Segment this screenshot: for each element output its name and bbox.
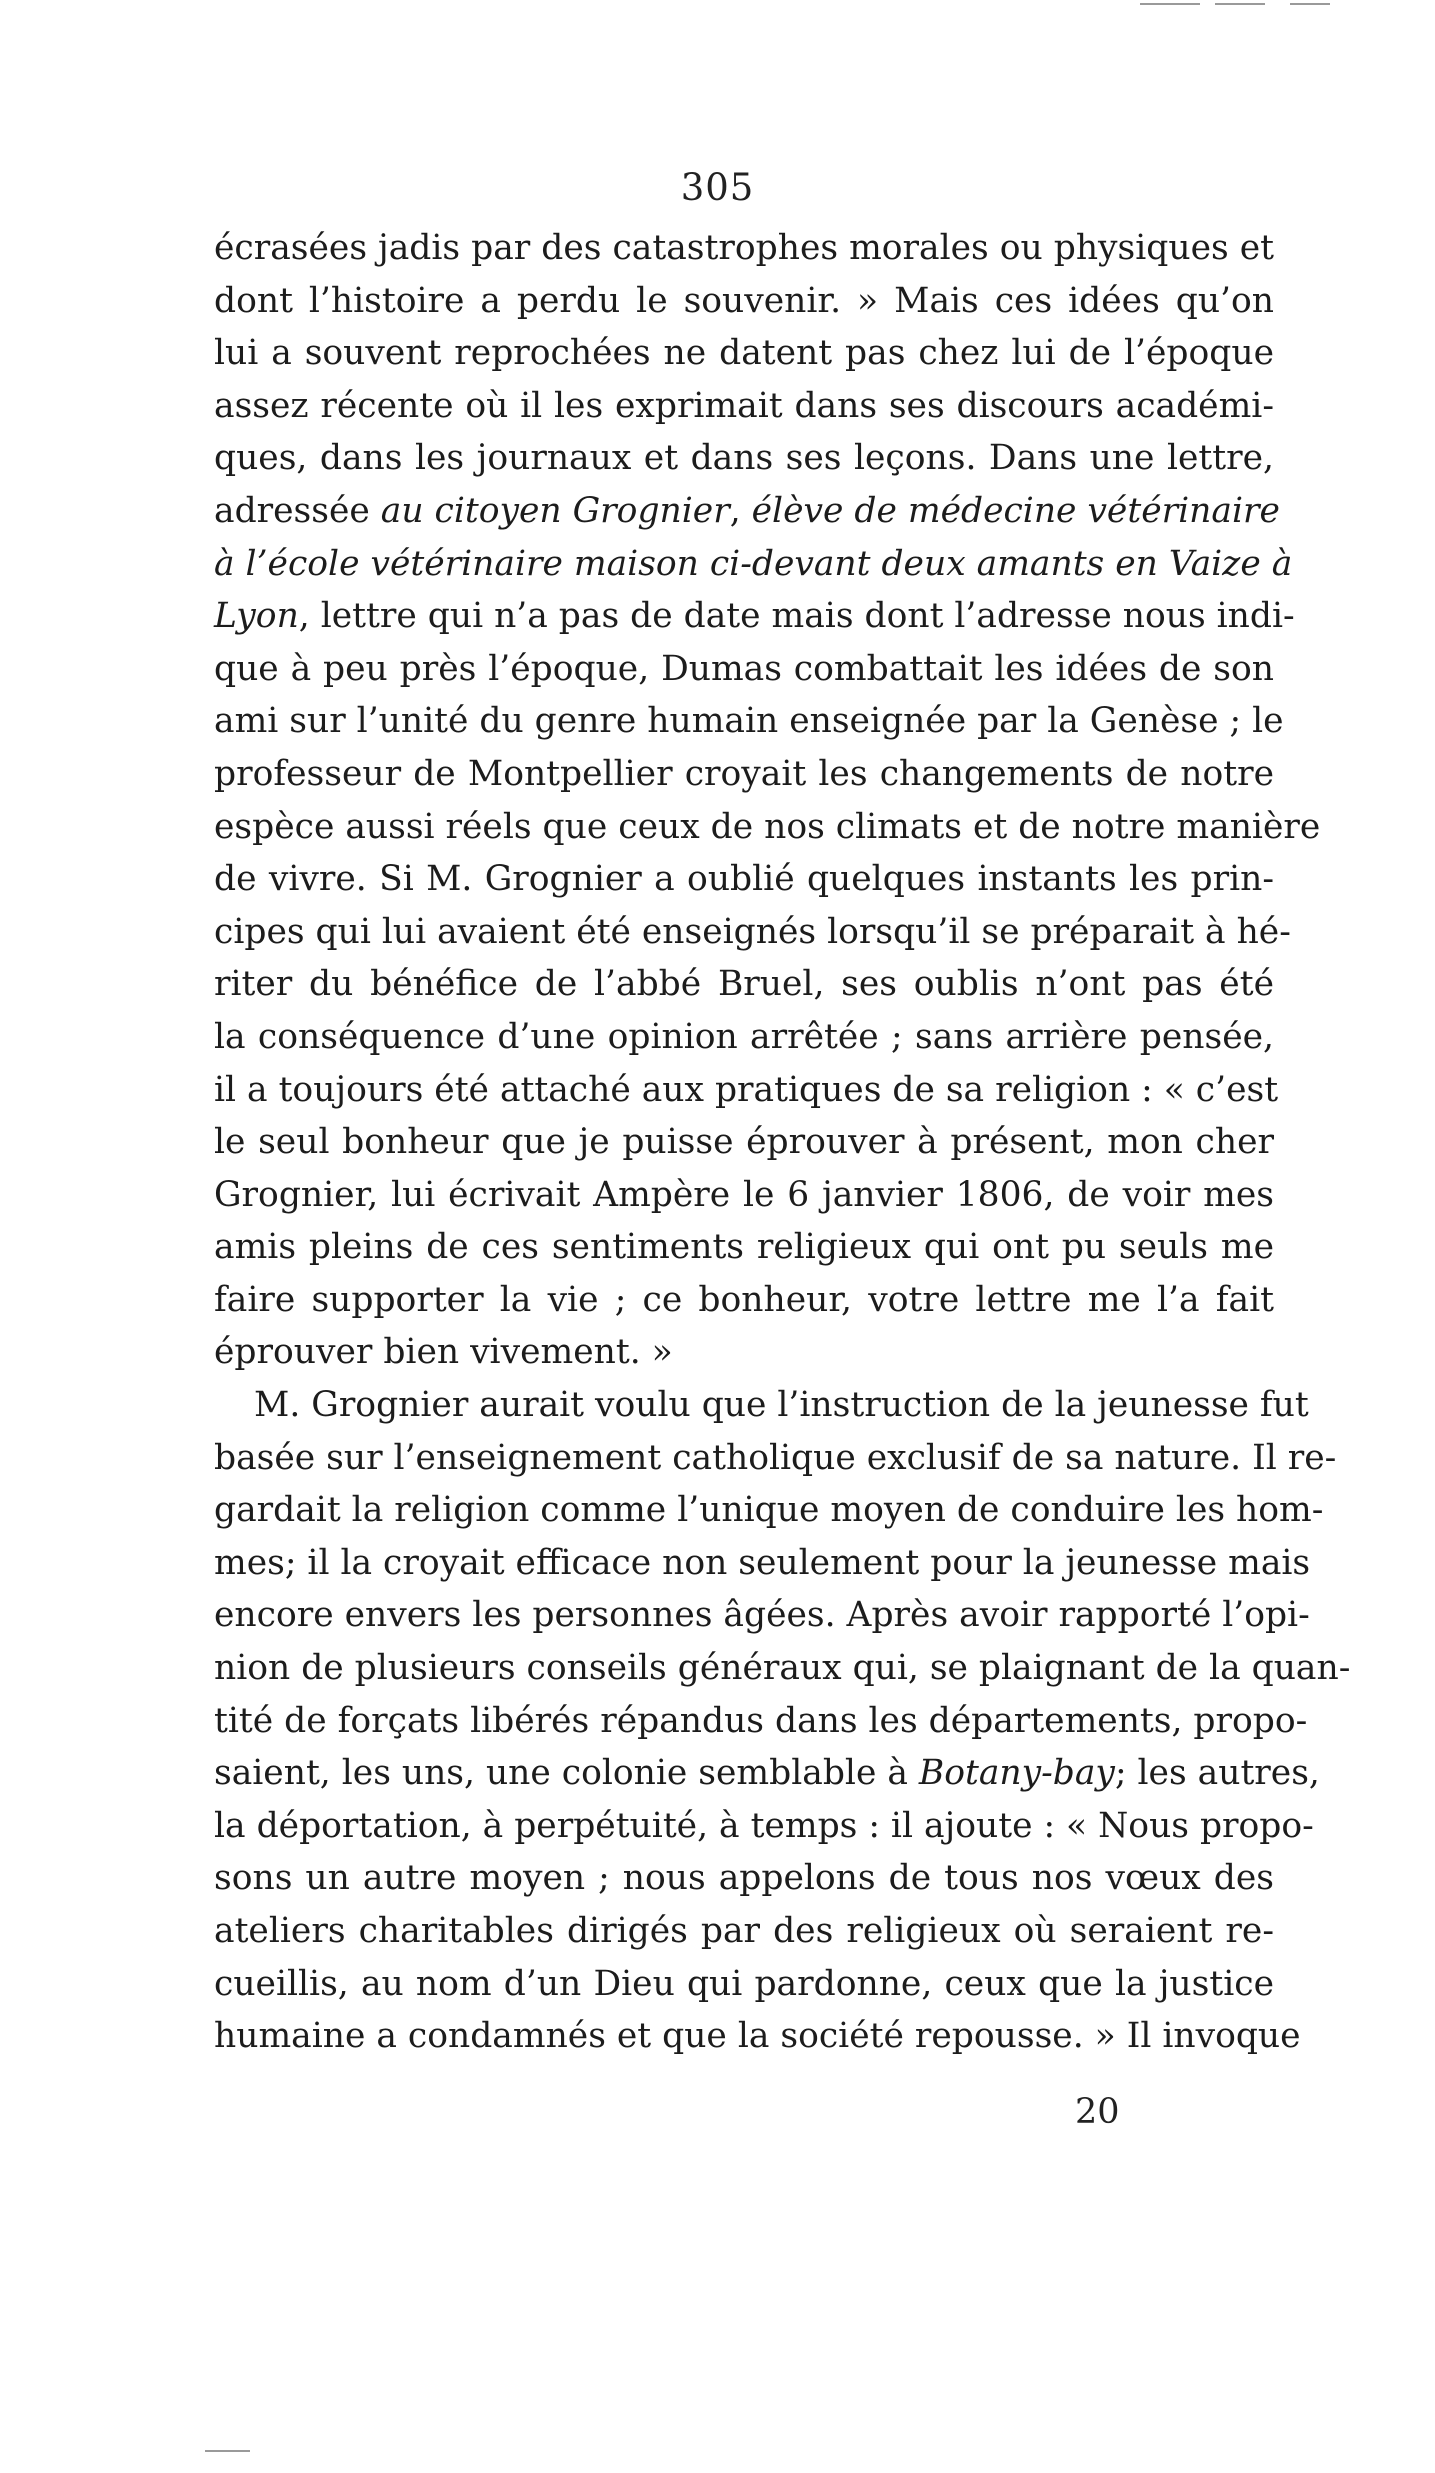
text-line [214,380,1274,433]
text-line [214,1484,1324,1537]
text-segment: humaine a condamnés et que la société repousse. » Il invoque [214,2016,1301,2057]
text-line [214,222,1274,275]
text-line [214,1011,1274,1064]
signature-mark: 20 [1075,2092,1120,2132]
text-segment: la conséquence d’une opinion arrêtée ; sans arrière pensée, [214,1016,1274,1057]
text-line [214,1221,1274,1274]
text-segment: nion de plusieurs conseils généraux qui, se plaignant de la quan- [214,1648,1351,1689]
text-segment: riter du bénéfice de l’abbé Bruel, ses oublis n’ont pas été [214,964,1274,1005]
text-line [214,906,1291,959]
text-line [214,275,1274,328]
text-segment: mes; il la croyait efficace non seulement pour la jeunesse mais [214,1542,1311,1583]
text-segment: cipes qui lui avaient été enseignés lorsqu’il se préparait à hé- [214,911,1291,952]
text-line [214,1747,1320,1800]
text-line [214,1800,1314,1853]
scan-edge-rule [1215,3,1265,5]
text-segment: basée sur l’enseignement catholique exclusif de sa nature. Il re- [214,1437,1337,1478]
text-segment: la déportation, à perpétuité, à temps : il ajoute : « Nous propo- [214,1805,1314,1846]
text-segment: ; les autres, [1114,1753,1320,1794]
text-line [214,1169,1274,1222]
text-segment: M. Grognier aurait voulu que l’instruction de la jeunesse fut [254,1385,1309,1426]
text-line [214,538,1293,591]
text-segment: lui a souvent reprochées ne datent pas chez lui de l’époque [214,333,1274,374]
italic-text: Lyon [214,596,299,637]
text-line [214,958,1274,1011]
italic-text: élève de médecine vétérinaire [751,490,1280,531]
text-line [214,1589,1310,1642]
scan-edge-rule [205,2450,250,2452]
text-segment: ami sur l’unité du genre humain enseignée par la Genèse ; le [214,701,1284,742]
text-segment: ques, dans les journaux et dans ses leçons. Dans une lettre, [214,438,1274,479]
text-segment: que à peu près l’époque, Dumas combattait les idées de son [214,648,1274,689]
text-line [214,432,1274,485]
text-segment: ateliers charitables dirigés par des religieux où seraient re- [214,1911,1274,1951]
text-segment: professeur de Montpellier croyait les changements de notre [214,753,1274,794]
text-line [214,1064,1279,1117]
text-segment: de vivre. Si M. Grognier a oublié quelques instants les prin- [214,859,1274,900]
text-segment: amis pleins de ces sentiments religieux qui ont pu seuls me [214,1227,1274,1268]
text-line [214,1432,1337,1485]
italic-text: au citoyen Grognier [380,490,730,531]
text-segment: gardait la religion comme l’unique moyen de conduire les hom- [214,1490,1324,1531]
text-line [214,695,1284,748]
text-segment: assez récente où il les exprimait dans ses discours académi- [214,385,1274,426]
text-segment: , lettre qui n’a pas de date mais dont l’adresse nous indi- [298,596,1295,637]
text-segment: écrasées jadis par des catastrophes morales ou physiques et [214,228,1274,268]
scan-edge-rule [1140,3,1200,5]
text-line [214,853,1274,906]
text-segment: faire supporter la vie ; ce bonheur, votre lettre me l’a fait [214,1279,1274,1320]
text-line [214,1326,1274,1379]
scan-edge-rule [1290,3,1330,5]
italic-text: Botany-bay [918,1753,1115,1794]
page-number: 305 [680,166,755,209]
text-segment: dont l’histoire a perdu le souvenir. » Mais ces idées qu’on [214,280,1274,321]
text-line [214,1116,1274,1169]
text-segment: il a toujours été attaché aux pratiques de sa religion : « c’est [214,1069,1279,1110]
text-segment: encore envers les personnes âgées. Après avoir rapporté l’opi- [214,1595,1310,1636]
text-segment: le seul bonheur que je puisse éprouver à présent, mon cher [214,1122,1274,1163]
text-line [214,327,1274,380]
text-line [214,1537,1311,1590]
text-segment: Grognier, lui écrivait Ampère le 6 janvier 1806, de voir mes [214,1174,1274,1215]
text-line [214,1274,1274,1327]
text-line [214,1905,1274,1958]
text-segment: cueillis, au nom d’un Dieu qui pardonne, ceux que la justice [214,1963,1274,2004]
text-line [214,2010,1301,2063]
text-line [214,1695,1308,1748]
text-line [214,590,1295,643]
text-line [214,643,1274,696]
text-segment: sons un autre moyen ; nous appelons de tous nos vœux des [214,1858,1274,1899]
text-line [214,748,1274,801]
text-line [214,1379,1309,1432]
text-line [214,1958,1274,2011]
text-line [214,1642,1351,1695]
text-segment: éprouver bien vivement. » [214,1332,673,1373]
body-text [214,222,1351,2063]
text-segment: adressée [214,490,381,531]
text-line [214,801,1321,854]
italic-text: à l’école vétérinaire maison ci-devant deux amants en Vaize à [214,543,1293,584]
text-segment: , [729,490,752,531]
text-segment: tité de forçats libérés répandus dans les départements, propo- [214,1700,1308,1741]
text-line [214,485,1280,538]
text-segment: saient, les uns, une colonie semblable à [214,1753,919,1794]
text-line [214,1852,1274,1905]
text-segment: espèce aussi réels que ceux de nos climats et de notre manière [214,806,1321,847]
